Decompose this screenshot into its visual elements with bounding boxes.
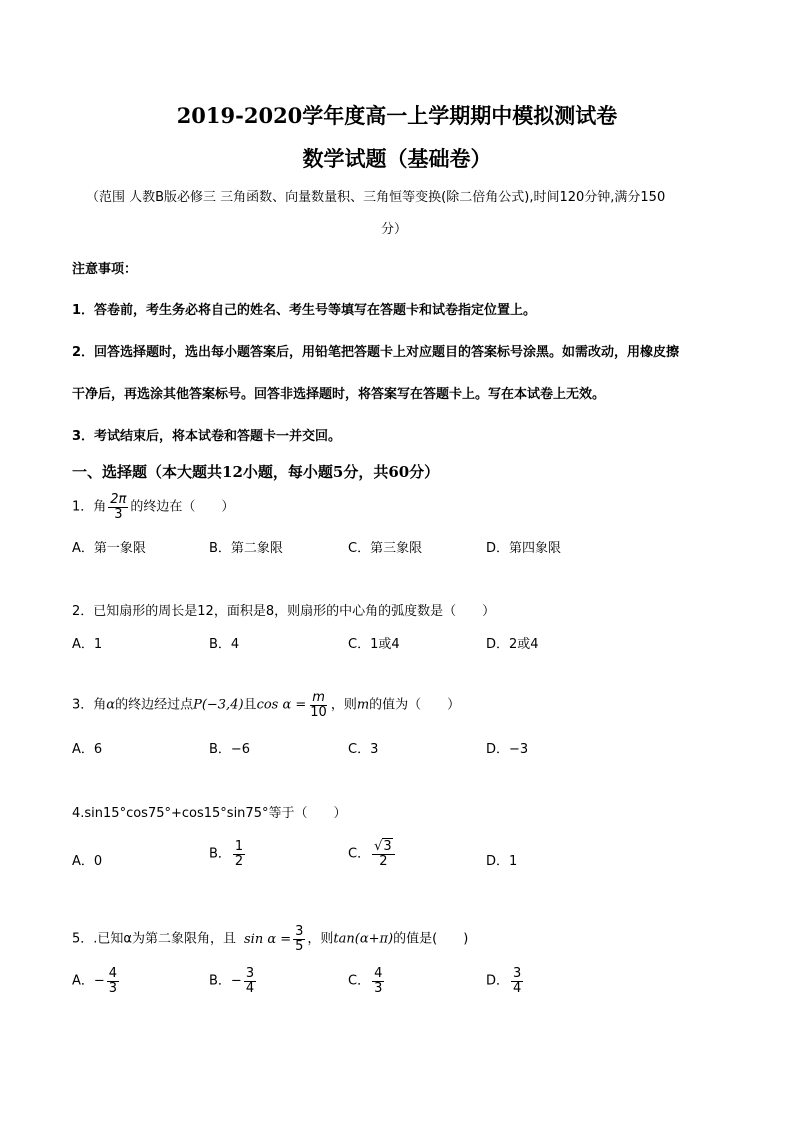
q3-alpha: α (106, 697, 116, 713)
q5-d-fraction (511, 967, 523, 995)
question-5 (72, 925, 468, 953)
q4-b-label: B． (209, 846, 231, 862)
exam-title: 2019-2020学年度高一上学期期中模拟测试卷 (176, 103, 618, 128)
q3-mid2: 且 (243, 697, 257, 713)
q4-c-den: 2 (379, 853, 388, 869)
q4-option-d: D．1 (486, 854, 518, 869)
q3-fraction (308, 691, 329, 719)
q1-fraction (108, 493, 128, 521)
q4-b-den: 2 (234, 853, 244, 869)
notice-item-2-line2: 干净后，再选涂其他答案标号。回答非选择题时，将答案写在答题卡上。写在本试卷上无效。 (72, 387, 606, 402)
q5-d-label: D． (486, 973, 510, 989)
q2-option-c: C．1或4 (348, 637, 400, 652)
q4-c-label: C． (348, 846, 371, 862)
exam-scope-line2: 分） (381, 222, 408, 237)
q1-option-a: A．第一象限 (72, 541, 146, 556)
q5-a-fraction (107, 967, 119, 995)
q1-frac-den: 3 (114, 506, 123, 522)
q3-prefix: 3．角 (72, 697, 107, 713)
q4-c-num-wrap: √3 (372, 840, 395, 855)
exam-subtitle: 数学试题（基础卷） (302, 146, 492, 171)
q4-b-num: 1 (234, 839, 244, 854)
q5-option-a (72, 967, 121, 995)
notice-item-3: 3．考试结束后，将本试卷和答题卡一并交回。 (72, 429, 342, 444)
question-3 (72, 691, 460, 719)
q5-sin: sin α = (243, 931, 292, 947)
q5-option-d (486, 967, 525, 995)
notice-item-1: 1．答卷前，考生务必将自己的姓名、考生号等填写在答题卡和试卷指定位置上。 (72, 303, 537, 318)
q3-cos: cos α = (256, 697, 307, 713)
q3-option-b: B．−6 (209, 742, 251, 757)
q3-mid3: ，则 (330, 697, 357, 713)
q3-frac-num: m (312, 690, 325, 705)
q5-option-b (209, 967, 258, 995)
q5-a-den: 3 (108, 980, 118, 996)
q3-option-a: A．6 (72, 742, 103, 757)
question-2: 2．已知扇形的周长是12，面积是8，则扇形的中心角的弧度数是（ ） (72, 604, 496, 619)
q4-b-fraction (233, 840, 245, 868)
q4-c-num: 3 (383, 839, 392, 854)
q3-point: P(−3,4) (193, 697, 244, 713)
q1-frac-num: 2π (110, 492, 127, 507)
q5-b-num: 3 (245, 966, 255, 981)
q1-suffix: 的终边在（ ） (130, 499, 235, 515)
notice-item-2-line1: 2．回答选择题时，选出每小题答案后，用铅笔把答题卡上对应题目的答案标号涂黑。如需改动，用橡皮擦 (72, 345, 680, 360)
q4-option-a: A．0 (72, 854, 103, 869)
q5-a-label: A．− (72, 973, 105, 989)
q2-option-b: B．4 (209, 637, 240, 652)
section-title: 一、选择题（本大题共12小题，每小题5分，共60分） (72, 463, 440, 481)
question-4: 4.sin15°cos75°+cos15°sin75°等于（ ） (72, 806, 347, 821)
q1-option-c: C．第三象限 (348, 541, 423, 556)
q5-frac-den: 5 (295, 938, 304, 954)
q5-prefix: 5．.已知α为第二象限角，且 (72, 931, 236, 947)
q1-option-d: D．第四象限 (486, 541, 562, 556)
q5-tan: tan(α+π) (333, 931, 394, 947)
question-1 (72, 493, 234, 521)
q3-mid1: 的终边经过点 (115, 697, 194, 713)
q5-d-den: 4 (513, 980, 522, 996)
q5-mid: ，则 (307, 931, 334, 947)
q5-c-fraction (372, 967, 384, 995)
q5-suffix: 的值是( ) (393, 931, 469, 947)
q3-suffix: 的值为（ ） (369, 697, 461, 713)
q4-c-fraction (372, 840, 395, 868)
q5-c-num: 4 (374, 966, 383, 981)
q5-frac-num: 3 (295, 924, 304, 939)
q5-option-c (348, 967, 386, 995)
q5-a-num: 4 (108, 966, 118, 981)
q5-b-den: 4 (245, 980, 255, 996)
q5-c-den: 3 (374, 980, 383, 996)
q5-b-label: B．− (209, 973, 242, 989)
q5-b-fraction (244, 967, 256, 995)
q5-fraction (293, 925, 305, 953)
q3-frac-den: 10 (310, 704, 327, 720)
q4-option-b (209, 840, 247, 868)
q1-prefix: 1．角 (72, 499, 107, 515)
q5-d-num: 3 (513, 966, 522, 981)
q4-option-c (348, 840, 397, 868)
q3-option-d: D．−3 (486, 742, 529, 757)
q3-m: m (356, 697, 370, 713)
q1-option-b: B．第二象限 (209, 541, 283, 556)
q2-option-a: A．1 (72, 637, 103, 652)
exam-scope-line1: （范围 人教B版必修三 三角函数、向量数量积、三角恒等变换(除二倍角公式),时间120分钟,满分150 (86, 190, 666, 205)
notice-heading: 注意事项： (72, 262, 138, 277)
q3-option-c: C．3 (348, 742, 379, 757)
q5-c-label: C． (348, 973, 371, 989)
q2-option-d: D．2或4 (486, 637, 539, 652)
